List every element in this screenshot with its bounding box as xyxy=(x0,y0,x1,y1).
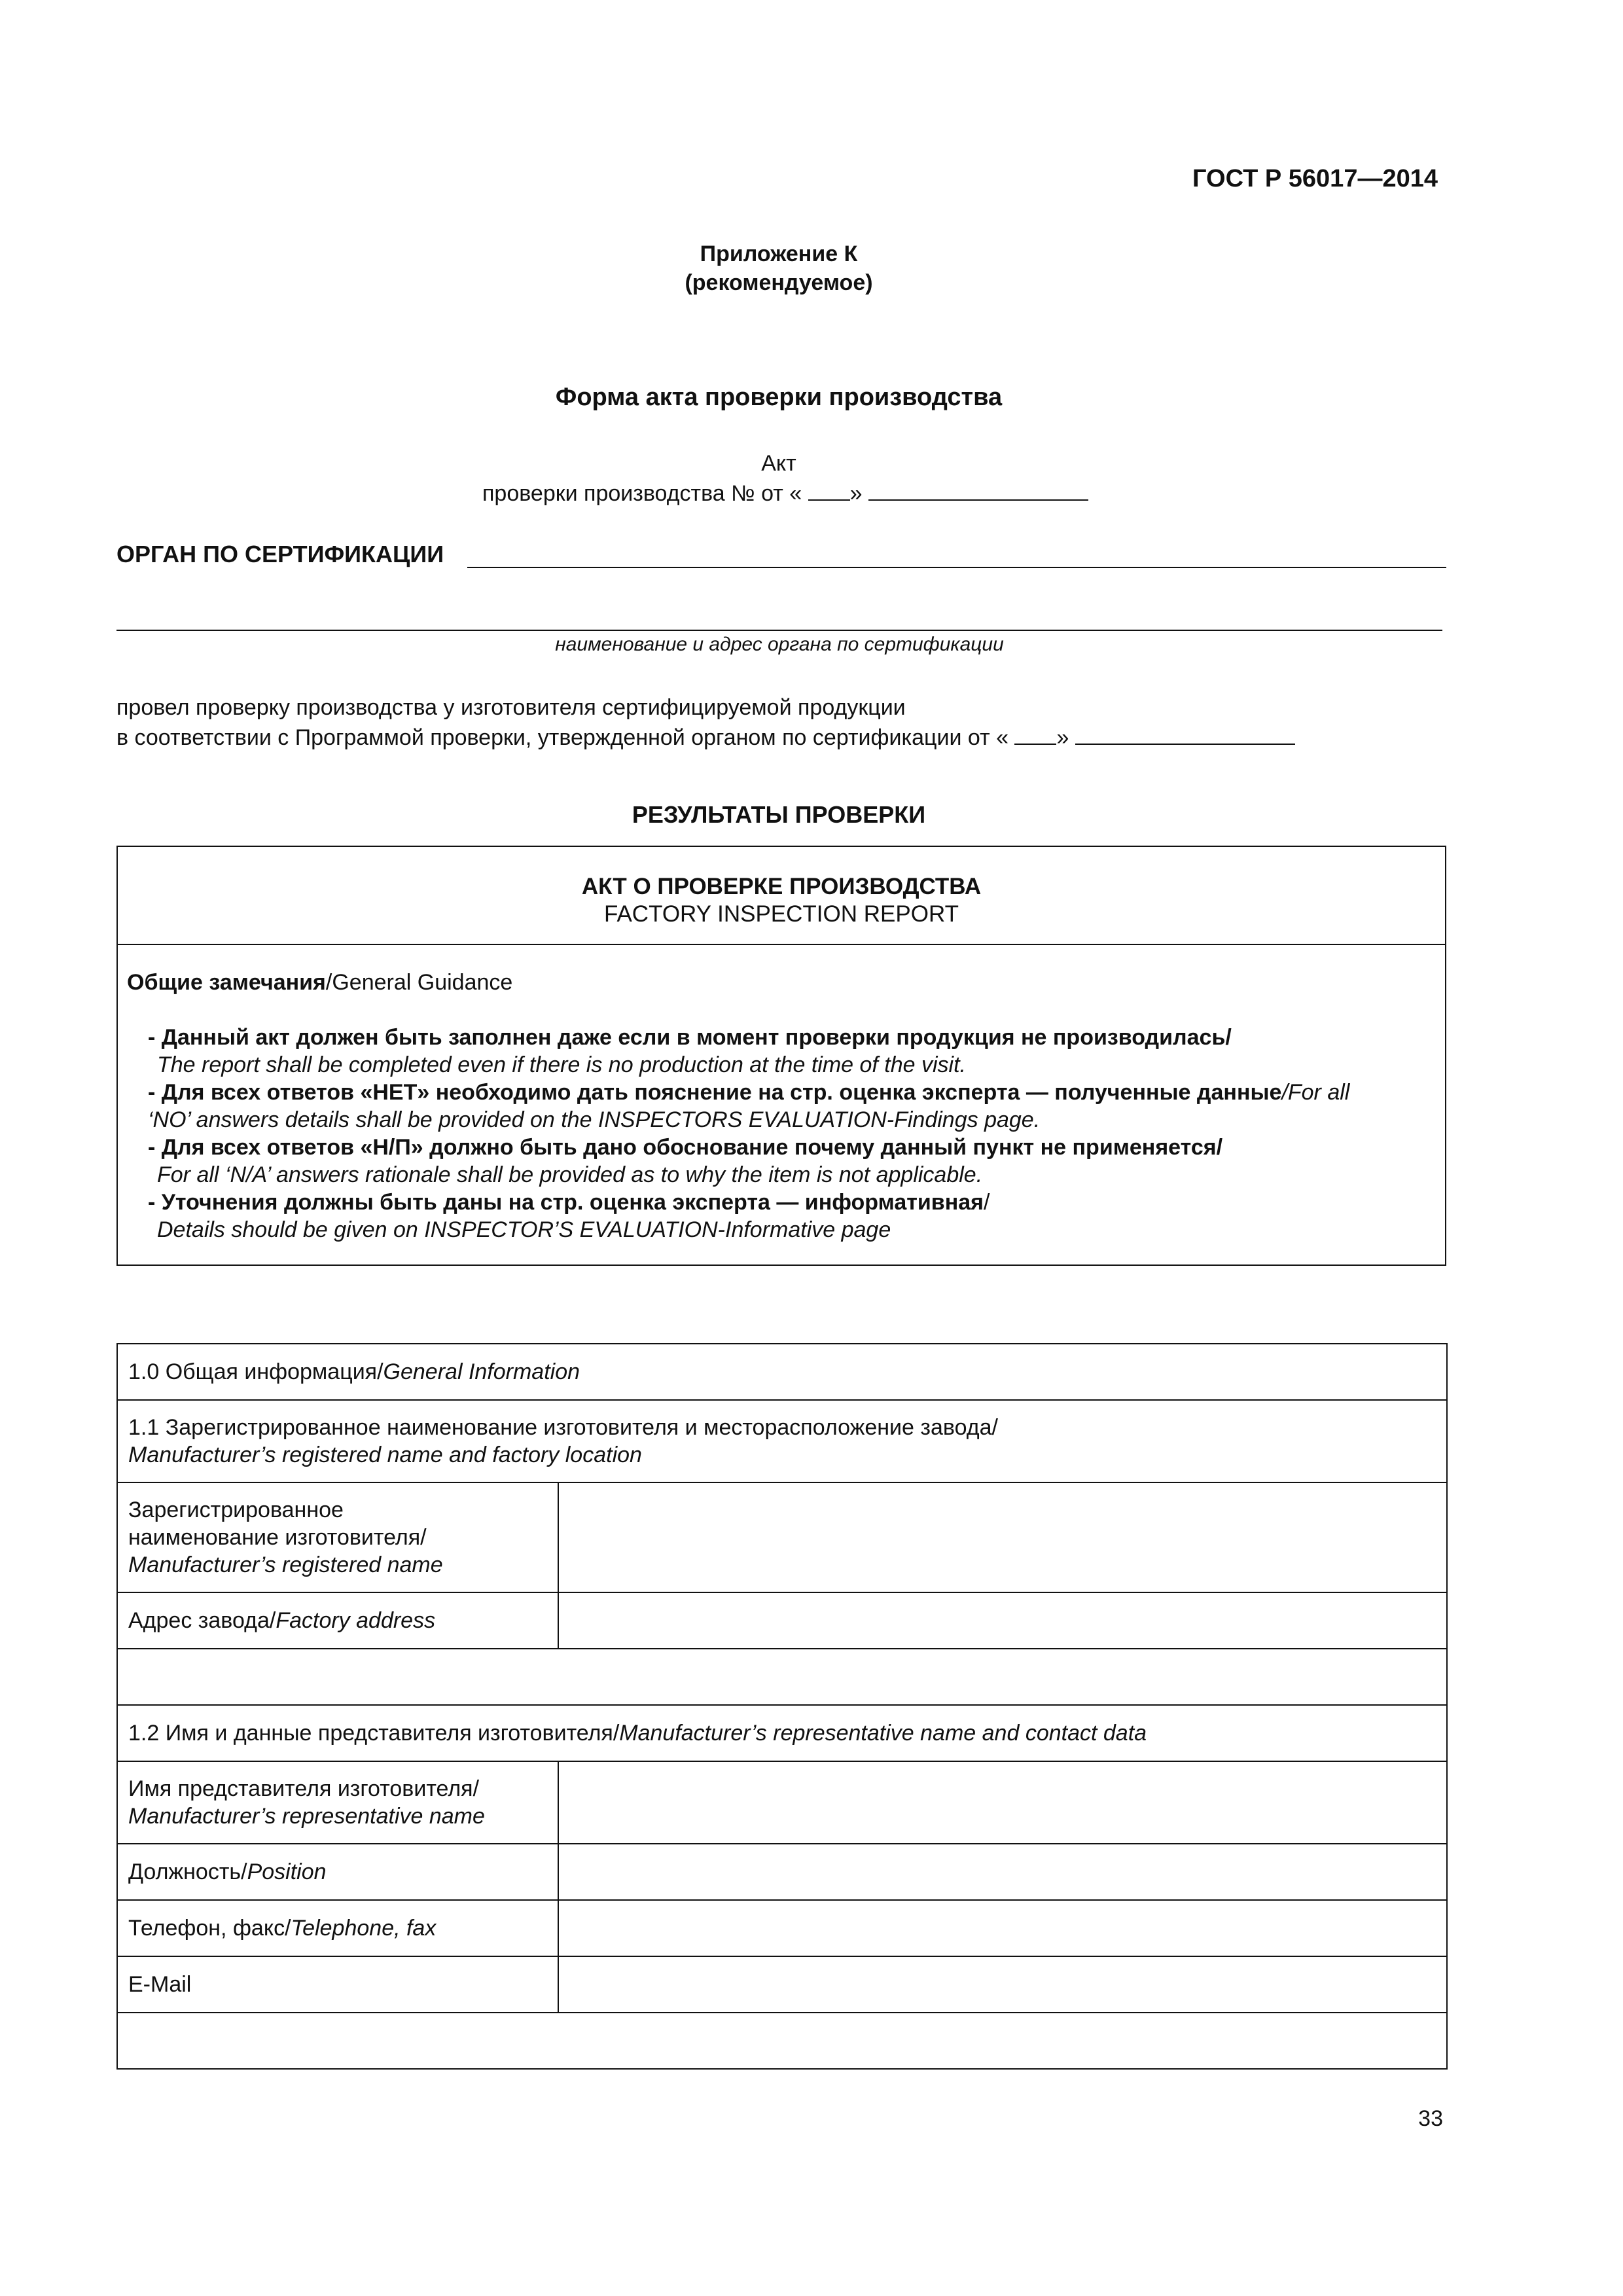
intro-line-2-prefix: в соответствии с Программой проверки, утвержденной органом по сертификации от « xyxy=(116,725,1009,750)
general-info-table xyxy=(116,1343,1448,2070)
report-title-en: FACTORY INSPECTION REPORT xyxy=(604,901,959,927)
report-title-ru: АКТ О ПРОВЕРКЕ ПРОИЗВОДСТВА xyxy=(581,874,982,899)
guidance-item-4-en: Details should be given on INSPECTOR’S EVALUATION-Informative page xyxy=(157,1217,891,1242)
guidance-item-2-ru: - Для всех ответов «НЕТ» необходимо дать пояснение на стр. оценка эксперта — полученные данные xyxy=(148,1080,1282,1105)
email-value[interactable] xyxy=(558,1956,1447,2013)
table-row-factory-address xyxy=(117,1592,1447,1649)
guidance-item-1-ru: - Данный акт должен быть заполнен даже если в момент проверки продукция не производилась/ xyxy=(148,1025,1232,1050)
guidance-item-1-en: The report shall be completed even if there is no production at the time of the visit. xyxy=(157,1052,967,1077)
representative-name-en: Manufacturer’s representative name xyxy=(128,1804,485,1829)
intro-line-2 xyxy=(116,723,1491,753)
report-box xyxy=(116,846,1446,1266)
section-1-0-en: General Information xyxy=(383,1359,580,1384)
report-box-header xyxy=(118,847,1445,945)
guidance-item-3-en: For all ‘N/A’ answers rationale shall be provided as to why the item is not applicable. xyxy=(157,1162,983,1187)
organ-caption: наименование и адрес органа по сертификации xyxy=(555,634,1004,655)
registered-name-en: Manufacturer’s registered name xyxy=(128,1552,443,1577)
table-row-email xyxy=(117,1956,1447,2013)
program-day-blank xyxy=(1014,724,1056,745)
organ-address-line xyxy=(116,630,1442,631)
phone-label xyxy=(117,1900,558,1956)
guidance-item-4 xyxy=(127,1189,1436,1244)
email-label: E-Mail xyxy=(117,1956,558,2013)
section-1-1-en: Manufacturer’s registered name and factory location xyxy=(128,1443,642,1467)
guidance-item-2-en: /For all ‘NO’ answers details shall be provided on the INSPECTORS EVALUATION-Findings page. xyxy=(148,1080,1350,1132)
act-number-line xyxy=(0,479,1564,508)
organ-underline xyxy=(467,567,1446,568)
table-row-representative-name xyxy=(117,1761,1447,1844)
act-day-blank xyxy=(808,480,850,501)
section-1-2-cell xyxy=(117,1705,1447,1761)
factory-address-en: Factory address xyxy=(276,1608,436,1633)
factory-address-value[interactable] xyxy=(558,1592,1447,1649)
intro-line-1: провел проверку производства у изготовителя сертифицируемой продукции xyxy=(116,695,906,720)
guidance-heading-ru: Общие замечания xyxy=(127,970,326,995)
representative-name-value[interactable] xyxy=(558,1761,1447,1844)
registered-name-ru-1: Зарегистрированное xyxy=(128,1498,344,1522)
guidance-item-2 xyxy=(127,1079,1436,1134)
empty-cell-1[interactable] xyxy=(117,1649,1447,1705)
table-row-empty-1 xyxy=(117,1649,1447,1705)
section-1-1-ru: 1.1 Зарегистрированное наименование изготовителя и месторасположение завода/ xyxy=(128,1415,998,1440)
organ-label: ОРГАН ПО СЕРТИФИКАЦИИ xyxy=(116,541,444,567)
act-line-mid: » xyxy=(849,481,863,506)
guidance-item-1 xyxy=(127,1024,1436,1079)
registered-name-value[interactable] xyxy=(558,1482,1447,1592)
position-en: Position xyxy=(247,1859,327,1884)
position-ru: Должность/ xyxy=(128,1859,247,1884)
table-row-phone xyxy=(117,1900,1447,1956)
act-date-blank xyxy=(868,480,1088,501)
phone-ru: Телефон, факс/ xyxy=(128,1916,291,1941)
report-guidance xyxy=(118,945,1445,1244)
section-1-2-ru: 1.2 Имя и данные представителя изготовителя/ xyxy=(128,1721,620,1746)
guidance-item-3-ru: - Для всех ответов «Н/П» должно быть дано обоснование почему данный пункт не применяется/ xyxy=(148,1135,1223,1160)
representative-name-ru: Имя представителя изготовителя/ xyxy=(128,1776,480,1801)
registered-name-ru-2: наименование изготовителя/ xyxy=(128,1525,427,1550)
registered-name-label xyxy=(117,1482,558,1592)
appendix-status: (рекомендуемое) xyxy=(685,270,873,295)
appendix-title: Приложение К xyxy=(700,242,858,266)
section-1-2-en: Manufacturer’s representative name and contact data xyxy=(619,1721,1147,1746)
form-title: Форма акта проверки производства xyxy=(555,384,1003,411)
section-1-0-cell xyxy=(117,1344,1447,1400)
position-value[interactable] xyxy=(558,1844,1447,1900)
results-heading: РЕЗУЛЬТАТЫ ПРОВЕРКИ xyxy=(632,801,926,828)
table-row-empty-2 xyxy=(117,2013,1447,2069)
factory-address-label xyxy=(117,1592,558,1649)
position-label xyxy=(117,1844,558,1900)
page-number: 33 xyxy=(1418,2106,1443,2131)
program-date-blank xyxy=(1075,724,1295,745)
section-1-1-cell xyxy=(117,1400,1447,1482)
table-row-registered-name xyxy=(117,1482,1447,1592)
act-title: Акт xyxy=(761,451,796,476)
phone-value[interactable] xyxy=(558,1900,1447,1956)
intro-line-2-mid: » xyxy=(1056,725,1069,750)
factory-address-ru: Адрес завода/ xyxy=(128,1608,276,1633)
guidance-heading xyxy=(127,969,1436,996)
standard-number: ГОСТ Р 56017—2014 xyxy=(1192,165,1438,192)
representative-name-label xyxy=(117,1761,558,1844)
section-1-0-ru: 1.0 Общая информация/ xyxy=(128,1359,383,1384)
guidance-item-4-ru: - Уточнения должны быть даны на стр. оценка эксперта — информативная xyxy=(148,1190,984,1215)
empty-cell-2[interactable] xyxy=(117,2013,1447,2069)
table-row-section-1-2 xyxy=(117,1705,1447,1761)
guidance-item-4-slash: / xyxy=(983,1190,990,1215)
table-row-section-1-1 xyxy=(117,1400,1447,1482)
table-row-section-1-0 xyxy=(117,1344,1447,1400)
guidance-heading-en: /General Guidance xyxy=(325,970,513,995)
act-line-prefix: проверки производства № от « xyxy=(482,481,802,506)
guidance-item-3 xyxy=(127,1134,1436,1189)
phone-en: Telephone, fax xyxy=(291,1916,437,1941)
table-row-position xyxy=(117,1844,1447,1900)
